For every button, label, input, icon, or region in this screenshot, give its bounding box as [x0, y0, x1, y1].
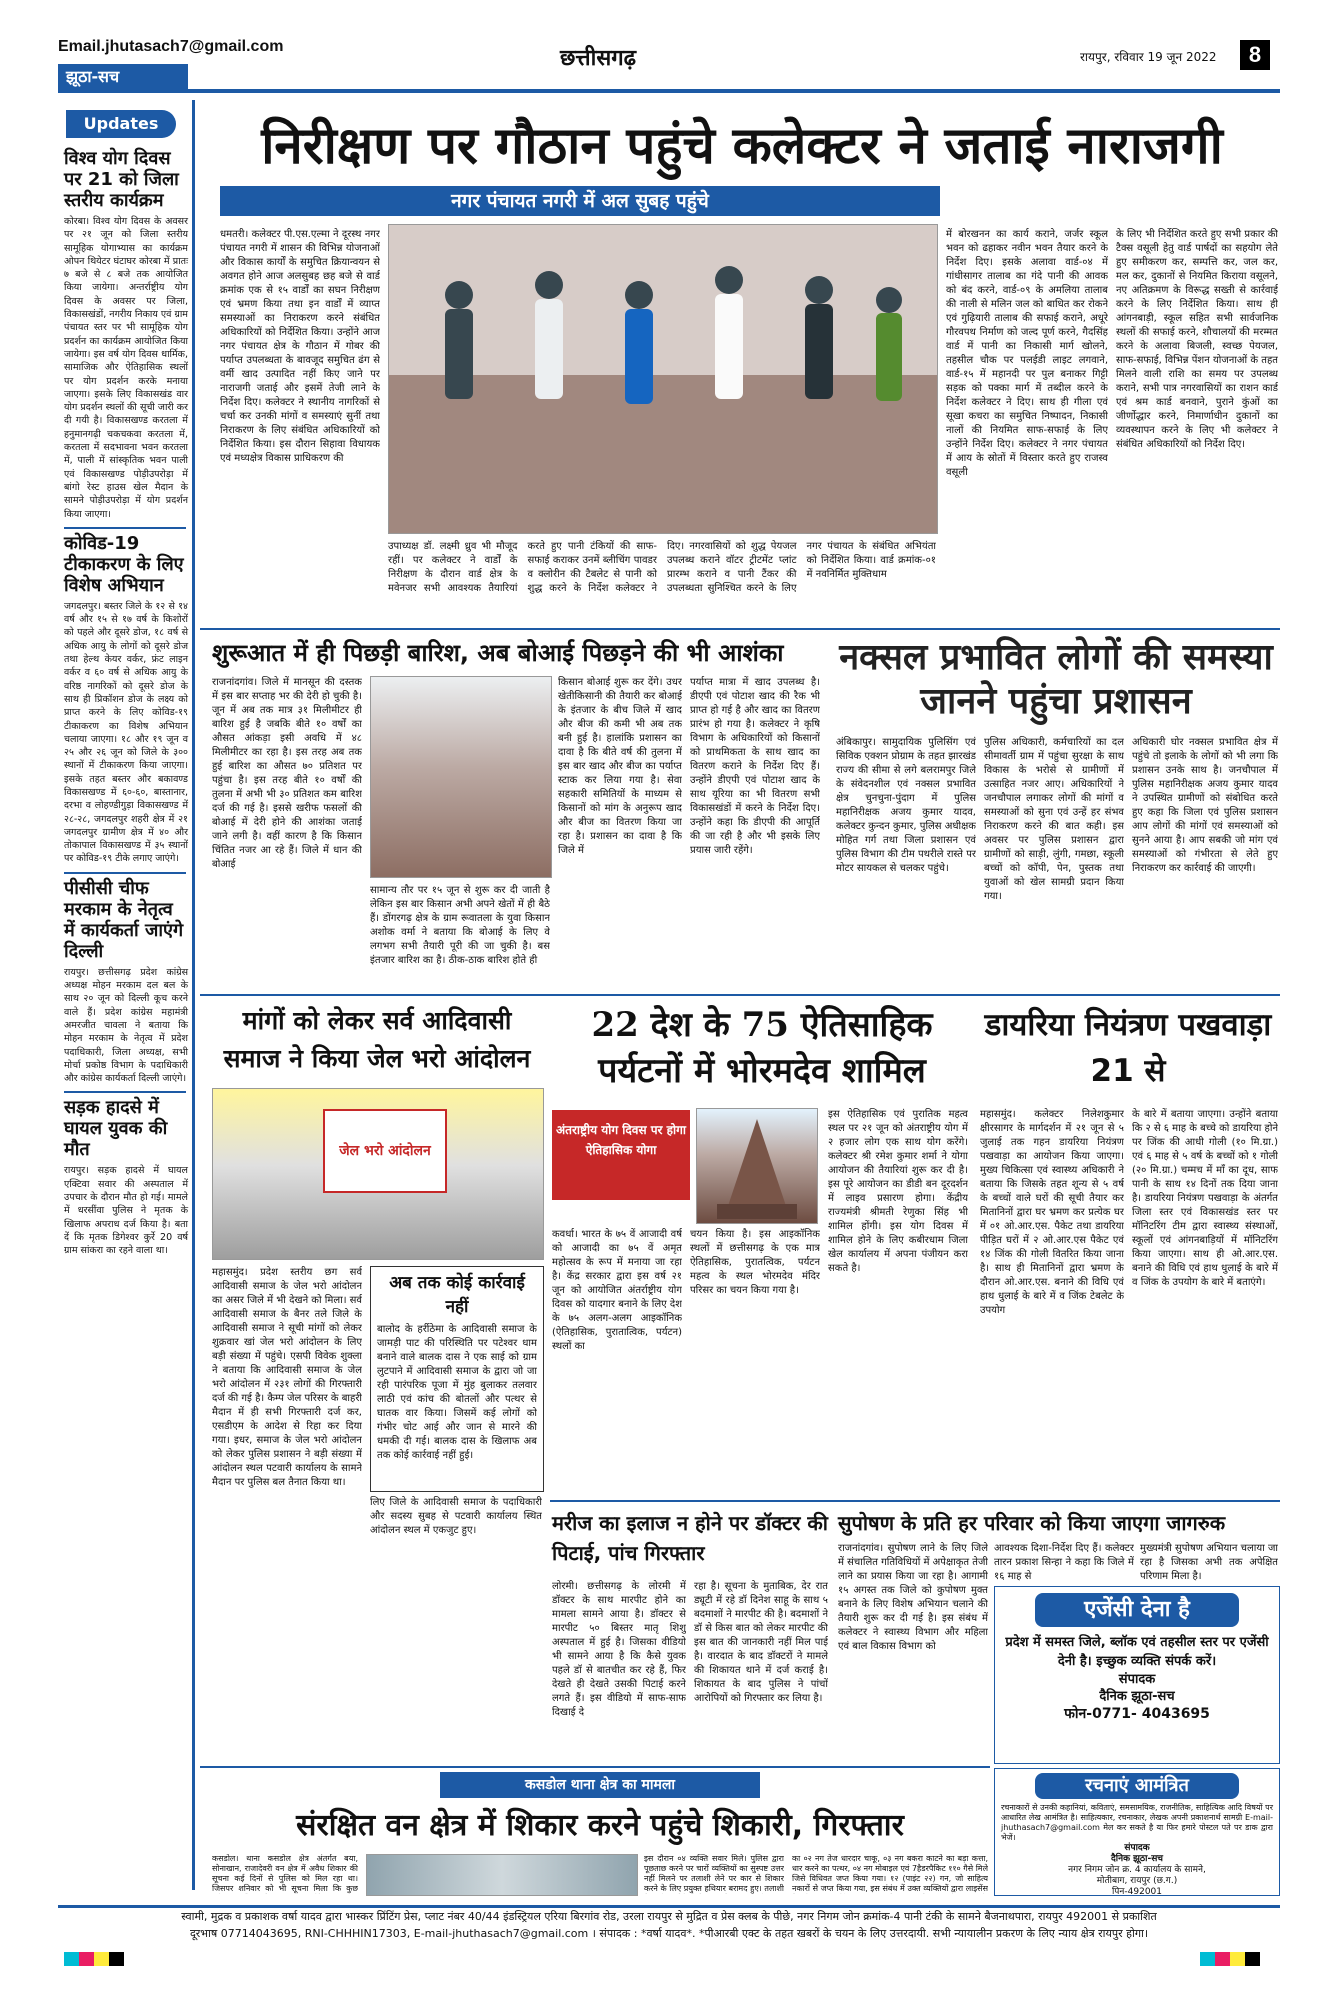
nutrition-col-3: मुख्यमंत्री सुपोषण अभियान चलाया जा रहा है जिसका अभी तक अपेक्षित परिणाम मिला है। [1140, 1543, 1278, 1582]
registration-color-bar [1200, 1952, 1260, 1966]
divider [200, 994, 1280, 996]
masthead-rule [58, 89, 1280, 93]
invite-ad [994, 1768, 1280, 1896]
bhoramdev-col-3: इस ऐतिहासिक एवं पुरातिक महत्व स्थल पर २१ जून को अंतराष्ट्रीय योग में २ हजार लोग एक साथ योग करेंगे। कलेक्टर श्री रमेश कुमार शर्मा ने योगा आयोजन की तैयारियां शुरू कर दी है। इस पूरे आयोजन का डीडी बन दूरदर्शन में लाइव प्रसारण होगा। केंद्रीय राज्यमंत्री श्रीमती रेणुका सिंह भी शामिल होंगी। इस योग दिवस में शामिल होने के लिए कबीरधाम जिला खेल कार्यालय में अपना पंजीयन करा सकते है। [828, 1109, 968, 1274]
people-walking-illustration [389, 225, 937, 533]
left-item [58, 1097, 192, 1257]
invite-ad-body: रचनाकारों से उनकी कहानियां, कविताएं, समसामयिक, राजनीतिक, साहित्यिक आदि विषयों पर आधारित लेख आमंत्रित है। साहित्यकार, रचनाकार, लेखक अपनी प्रकाशनार्थ सामग्री E-mail-jhuthasach7@gmail.com मेल कर सकते है या फिर हमारे पोस्टल पते पर डाक द्वारा भेजें। [1001, 1803, 1273, 1842]
left-column [58, 100, 195, 1890]
poaching-col-1: कसडोल। थाना कसडोल क्षेत्र अंतर्गत बया, सोनाखान, राजादेवरी वन क्षेत्र में अवैध शिकार की सूचना कई दिनों से पुलिस को मिल रहा था। जिसपर शनिवार को भी सूचना मिला कि कुछ [212, 1854, 358, 1893]
updates-label: Updates [66, 110, 176, 138]
left-item-body: जगदलपुर। बस्तर जिले के १२ से १४ वर्ष और १५ से १७ वर्ष के किशोरों को पहले और दूसरे डोज, १८ वर्ष से अधिक आयु के लोगों को दूसरे डोज तथा हेल्थ केयर वर्कर, फ्रंट लाइन वर्कर व ६० वर्ष से अधिक आयु के वरिष्ठ नागरिकों को दूसरे डोज के साथ ही प्रिकॉशन डोज के लक्ष्य को प्राप्त करने के लिए कोविड-१९ टीकाकरण का विशेष अभियान चलाया जाएगा। १८ और १९ जून व २५ और २६ जून को जिले के ३०० स्थानों में टीकाकरण किया जाएगा। इसके तहत बस्तर और बकावण्ड विकासखण्ड में ६०-६०, बास्तानार, दरभा व लोहण्डीगुड़ा विकासखण्ड में २८-२८, जगदलपुर शहरी क्षेत्र में २१ जगदलपुर ग्रामीण क्षेत्र में ४० और तोकापाल विकासखण्ड में ३५ स्थानों पर कोविड-१९ टीके लगाए जाएंगे। [64, 600, 188, 865]
tribal-col-2: लिए जिले के आदिवासी समाज के पदाधिकारी और सदस्य सुबह से पटवारी कार्यालय स्थित आंदोलन स्थल में एकजुट हुए। [370, 1497, 542, 1536]
masthead-email: Email.jhutasach7@gmail.com [58, 38, 284, 55]
divider [200, 628, 1280, 630]
rain-headline: शुरूआत में ही पिछड़ी बारिश, अब बोआई पिछड़ने की भी आशंका [212, 639, 784, 667]
rain-col-4: पर्याप्त मात्रा में खाद उपलब्ध है। डीएपी एवं पोटाश खाद की रैक भी प्राप्त हो गई है और खाद का वितरण प्रारंभ हो गया है। कलेक्टर ने कृषि विभाग के अधिकारियों को किसानों को प्राथमिकता के साथ खाद का वितरण कराने के निर्देश दिए हैं। उन्होंने डीएपी एवं पोटाश खाद के साथ यूरिया का भी वितरण सभी विकासखंडों में करने के निर्देश दिए। उन्होंने कहा कि डीएपी की आपूर्ति की जा रही है और भी इसके लिए प्रयास जारी रहेंगे। [690, 677, 820, 856]
tribal-box-body: बालोद के हर्रीठेमा के आदिवासी समाज के जामड़ी पाट की परिस्थिति पर पटेश्वर धाम बनाने वाले बालक दास ने एक साई को ग्राम लुटपाने में आदिवासी समाज के द्वारा जो जा रही पारंपरिक पूजा में मुंह बुलाकर तलवार लाठी एवं कांच की बोतलों और पत्थर से घातक वार किया। जिसमें कई लोगों को गंभीर चोट आई और जान से मारने की धमकी दी गई। बालक दास के खिलाफ अब तक कोई कार्रवाई नहीं हुई। [377, 1324, 537, 1461]
invite-ad-address-1: नगर निगम जोन क्र. 4 कार्यालय के सामने, [1068, 1865, 1206, 1875]
rain-col-1: राजनांदगांव। जिले में मानसून की दस्तक में इस बार सप्ताह भर की देरी हो चुकी है। जून में अब तक मात्र ३१ मिलीमीटर ही बारिश हुई है जबकि बीते १० वर्षों का औसत आंकड़ा इसी अवधि में ४८ मिलीमीटर का रहा है। इस तरह अब तक हुई बारिश का औसत ७० प्रतिशत पर पहुंचा है। इस तरह बीते १० वर्षों की तुलना में अभी भी ३० प्रतिशत कम बारिश दर्ज की गई है। इससे खरीफ फसलों की बोआई में देरी होने की आशंका जताई जाने लगी है। वहीं कारण है कि किसान चिंतित नजर आ रहे हैं। जिले में धान की बोआई [212, 677, 362, 870]
tribal-headline: मांगों को लेकर सर्व आदिवासी समाज ने किया जेल भरो आंदोलन [223, 1006, 531, 1073]
yoga-tag: अंतराष्ट्रीय योग दिवस पर होगा ऐतिहासिक योगा [552, 1110, 690, 1200]
paper-name-badge: झूठा-सच [58, 64, 188, 90]
divider [64, 872, 186, 874]
lead-under-photo: उपाध्यक्ष डॉ. लक्ष्मी ध्रुव भी मौजूद रहीं। पर कलेक्टर ने वार्डों के निरीक्षण के दौरान वार्ड क्षेत्र के मवेनजर सभी आवश्यक तैयारियां करते हुए पानी टंकियों की साफ-सफाई कराकर उनमें ब्लीचिंग पावडर व क्लोरीन की टैबलेट से पानी को शुद्ध करने के निर्देश कलेक्टर ने दिए। नगरवासियों को शुद्ध पेयजल उपलब्ध कराने वॉटर ट्रीटमेंट प्लांट प्रारम्भ कराने व पानी टैंकर की उपलब्धता सुनिश्चित करने के लिए नगर पंचायत के संबंधित अभियंता को निर्देशित किया। वार्ड क्रमांक-०१ में नवनिर्मित मुक्तिधाम [388, 541, 936, 594]
registration-color-bar [64, 1952, 124, 1966]
agency-ad-title: एजेंसी देना है [1035, 1593, 1239, 1627]
diarrhea-col-2: के बारे में बताया जाएगा। उन्होंने बताया कि २ से ६ माह के बच्चे को डायरिया होने पर जिंक की आधी गोली (१० मि.ग्रा.) एवं ६ माह से ५ वर्ष के बच्चों को १ गोली (२० मि.ग्रा.) चम्मच में माँ का दूध, साफ पानी के साथ १४ दिनों तक दिया जाना है। डायरिया नियंत्रण पखवाड़ा के अंतर्गत जिला स्तर एवं विकासखंड स्तर पर मॉनिटरिंग टीम द्वारा स्वास्थ्य संस्थाओं, स्कूलों एवं आंगनबाड़ियों में मॉनिटरिंग किया जाएगा। साथ ही ओ.आर.एस. बनाने की विधि एवं हाथ धुलाई के बारे में व जिंक के उपयोग के बारे में बताएंगे। [1132, 1109, 1278, 1288]
agency-ad-editor: संपादक [1118, 1672, 1156, 1687]
tribal-box [370, 1266, 544, 1492]
agency-ad-body: प्रदेश में समस्त जिले, ब्लॉक एवं तहसील स्तर पर एजेंसी देनी है। इच्छुक व्यक्ति संपर्क करें। [1005, 1635, 1269, 1669]
divider [550, 1500, 1280, 1502]
invite-ad-title: रचनाएं आमंत्रित [1035, 1773, 1239, 1799]
rain-col-3: किसान बोआई शुरू कर देंगे। उधर खेतीकिसानी की तैयारी कर बोआई के इंतजार के बीच जिले में खाद और बीज की कमी भी अब तक बनी हुई है। हालांकि प्रशासन का दावा है कि बीते वर्ष की तुलना में इस बार खाद और बीज का पर्याप्त स्टाक कर लिया गया है। सेवा सहकारी समितियों के माध्यम से किसानों को मांग के अनुरूप खाद और बीज का वितरण किया जा रहा है। प्रशासन का दावा है कि जिले में [558, 677, 682, 856]
diarrhea-headline: डायरिया नियंत्रण पखवाड़ा 21 से [984, 1007, 1272, 1089]
divider [64, 527, 186, 529]
divider [64, 1091, 186, 1093]
agency-ad-phone: फोन-0771- 4043695 [1064, 1706, 1210, 1722]
doctor-col-2: रहा है। सूचना के मुताबिक, देर रात ड्यूटी में रहे डॉ दिनेश साहू के साथ ५ बदमाशों ने मारपीट की है। बदमाशों ने डॉ से किस बात को लेकर मारपीट की इस बात की जानकारी नहीं मिल पाई है। वारदात के बाद डॉक्टरों ने मामले की शिकायत थाने में दर्ज कराई है। शिकायत के बाद पुलिस ने पांचों आरोपियों को गिरफ्तार कर लिया है। [694, 1581, 828, 1704]
naxal-col-1: अंबिकापुर। सामुदायिक पुलिसिंग एवं सिविक एक्शन प्रोग्राम के तहत झारखंड राज्य की सीमा से लगे बलरामपुर जिले के संवेदनशील एवं नक्सल प्रभावित क्षेत्र चुनचुना-पुंदाग में पुलिस महानिरीक्षक अजय कुमार यादव, कलेक्टर कुन्दन कुमार, पुलिस अधीक्षक मोहित गर्ग तथा जिला प्रशासन एवं पुलिस विभाग की टीम पथरीले रास्ते पर मोटर सायकल से चलकर पहुंचे। [836, 737, 976, 874]
nutrition-headline: सुपोषण के प्रति हर परिवार को किया जाएगा जागरुक [838, 1511, 1226, 1535]
divider [200, 1766, 990, 1768]
rain-col-2: सामान्य तौर पर १५ जून से शुरू कर दी जाती है लेकिन इस बार किसान अभी अपने खेतों में ही बैठे हैं। डोंगरगढ़ क्षेत्र के ग्राम रूवातला के युवा किसान अशोक वर्मा ने बताया कि बोआई के लिए वे लगभग सभी तैयारी पूरी की जा चुकी है। बस इंतजार बारिश का है। ठीक-ठाक बारिश होते ही [370, 885, 550, 966]
tribal-col-1: महासमुंद। प्रदेश स्तरीय छग सर्व आदिवासी समाज के जेल भरो आंदोलन का असर जिले में भी देखने को मिला। सर्व आदिवासी समाज के बैनर तले जिले के आदिवासी समाज ने सूची मांगों को लेकर शुक्रवार खां जेल भरो आंदोलन के लिए बड़ी संख्या में पहुंचे। एसपी विवेक शुक्ला ने बताया कि आदिवासी समाज के जेल भरो आंदोलन में २३१ लोगों की गिरफ्तारी दर्ज की गई है। कैम्प जेल परिसर के बाहरी मैदान में ही सभी गिरफ्तारी दर्ज कर, एसडीएम के आदेश से रिहा कर दिया गया। इधर, समाज के जेल भरो आंदोलन को लेकर पुलिस प्रशासन ने बड़ी संख्या में आंदोलन स्थल पटवारी कार्यालय के सामने मैदान पर पुलिस बल तैनात किया था। [212, 1267, 362, 1488]
diarrhea-col-1: महासमुंद। कलेक्टर निलेशकुमार क्षीरसागर के मार्गदर्शन में २१ जून से ५ जुलाई तक गहन डायरिया नियंत्रण पखवाड़ा का आयोजन किया जाएगा। मुख्य चिकित्सा एवं स्वास्थ्य अधिकारी ने बताया कि जिसके तहत शून्य से ५ वर्ष के बच्चों वाले घरों की सूची तैयार कर मितानिनों द्वारा घर भ्रमण कर प्रत्येक घर में ०१ ओ.आर.एस. पैकेट तथा डायरिया पीड़ित घरों में २ ओ.आर.एस पैकेट एवं १४ जिंक की गोली वितरित किया जाना है। साथ ही मितानिनों द्वारा भ्रमण के दौरान ओ.आर.एस. बनाने की विधि एवं हाथ धुलाई के बारे में व जिंक टेबलेट के उपयोग [980, 1109, 1124, 1316]
lead-photo [388, 224, 938, 534]
protest-banner: जेल भरो आंदोलन [323, 1109, 447, 1193]
invite-ad-address-2: मोतीबाग, रायपुर (छ.ग.) [1096, 1876, 1178, 1886]
invite-ad-pin: पिन-492001 [1111, 1887, 1163, 1896]
nutrition-col-1: राजनांदगांव। सुपोषण लाने के लिए जिले में संचालित गतिविधियों में अपेक्षाकृत तेजी लाने का प्रयास किया जा रहा है। आगामी १५ अगस्त तक जिले को कुपोषण मुक्त बनाने के लिए विशेष अभियान चलाने की तैयारी शुरू कर दी गई है। इस संबंध में कलेक्टर ने स्वास्थ्य विभाग और महिला एवं बाल विकास विभाग को [838, 1543, 988, 1652]
lead-col-1: धमतरी। कलेक्टर पी.एस.एल्मा ने दूरस्थ नगर पंचायत नगरी में शासन की विभिन्न योजनाओं और विकास कार्यों के समुचित क्रियान्वयन से अवगत होने आज अलसुबह छह बजे से वार्ड क्रमांक एक से १५ वार्डों का सघन निरीक्षण एवं भ्रमण किया तथा इन वार्डों में व्याप्त समस्याओं का निराकरण करने संबंधित अधिकारियों को निर्देशित किया। उन्होंने आज नगर पंचायत क्षेत्र के गौठान में गोबर की पर्याप्त उपलब्धता के बावजूद समुचित ढंग से वर्मी खाद उत्पादित नहीं किए जाने पर नाराजगी जताई और इसमें तेजी लाने के निर्देश दिए। कलेक्टर ने स्थानीय नागरिकों से चर्चा कर उनकी मांगों व समस्याएं सुनीं तथा निराकरण के लिए संबंधित अधिकारियों को निर्देशित किया। इस दौरान सिहावा विधायक एवं मध्यक्षेत्र विकास प्राधिकरण की [220, 229, 380, 464]
poaching-col-3: का ०२ नग तेज धारदार चाकू, ०३ नग बकरा काटने का बड़ा कत्ता, धार करने का पत्थर, ०४ नग मोबाइल एवं 7हैडरपैकिट ११० गैसे मिले जिसे विधिवत जप्त किया गया। १२ (पाइंट २२) गन, जो साहित्य नकारों से जप्त किया गया, इस संबंध में उक्त व्यक्तियों द्वारा लाइसेंस [792, 1854, 988, 1893]
left-item [58, 878, 192, 1086]
tribal-photo [212, 1088, 544, 1260]
poaching-photo [366, 1854, 638, 1896]
left-item-headline: पीसीसी चीफ मरकाम के नेतृत्व में कार्यकर्ता जाएंगे दिल्ली [64, 877, 184, 962]
left-item-headline: सड़क हादसे में घायल युवक की मौत [64, 1097, 168, 1161]
doctor-headline: मरीज का इलाज न होने पर डॉक्टर की पिटाई, पांच गिरफ्तार [552, 1511, 828, 1565]
poaching-kicker: कसडोल थाना क्षेत्र का मामला [440, 1772, 760, 1798]
page-number: 8 [1240, 40, 1270, 70]
bhoramdev-headline: 22 देश के 75 ऐतिसाहिक पर्यटनों में भोरमदेव शामिल [591, 1005, 933, 1091]
tribal-box-headline: अब तक कोई कार्रवाई नहीं [389, 1273, 525, 1317]
bhoramdev-col-1: कवर्धा। भारत के ७५ वें आजादी वर्ष को आजादी का ७५ वें अमृत महोत्सव के रूप में मनाया जा रहा है। केंद्र सरकार द्वारा इस वर्ष २१ जून को आयोजित अंतर्राष्ट्रीय योग दिवस को यादगार बनाने के लिए देश के ७५ अलग-अलग आइकॉनिक (ऐतिहासिक, पुरातात्विक, पर्यटन) स्थलों का [552, 1229, 682, 1352]
doctor-col-1: लोरमी। छत्तीसगढ़ के लोरमी में डॉक्टर के साथ मारपीट होने का मामला सामने आया है। डॉक्टर से मारपीट ५० बिस्तर मातृ शिशु अस्पताल में हुई है। जिसका वीडियो भी सामने आया है कि कैसे युवक पहले डॉ से बातचीत कर रहे हैं, फिर देखते ही देखते उसकी पिटाई करने लगते हैं। इस वीडियो में साफ-साफ दिखाई दे [552, 1581, 686, 1718]
left-item-headline: कोविड-19 टीकाकरण के लिए विशेष अभियान [64, 532, 184, 596]
left-item [58, 533, 192, 866]
invite-ad-editor: संपादक [1124, 1843, 1150, 1853]
agency-ad-paper: दैनिक झूठा-सच [1099, 1689, 1175, 1704]
lead-headline: निरीक्षण पर गौठान पहुंचे कलेक्टर ने जताई नाराजगी [261, 117, 1223, 176]
left-item-body: रायपुर। सड़क हादसे में घायल एक्टिवा सवार की अस्पताल में उपचार के दौरान मौत हो गई। मामले में धरसींवा पुलिस ने मृतक के खिलाफ अपराध दर्ज किया है। बता दें कि मृतक डिगेश्वर कुर्रे 20 वर्ष ग्राम सांकरा का रहने वाला था। [64, 1165, 188, 1257]
naxal-headline: नक्सल प्रभावित लोगों की समस्या जानने पहुंचा प्रशासन [839, 637, 1273, 722]
lead-col-3: में बोरखनन का कार्य कराने, जर्जर स्कूल भवन को ढहाकर नवीन भवन तैयार करने के निर्देश दिए। इसके अलावा वार्ड-०४ में गांधीसागर तालाब का गंदे पानी की आवक को बंद करने, वार्ड-०९ के अमलिया तालाब की नाली से मलिन जल को बाधित कर रोकने एवं गुढ़ियारी तालाब की सफाई कराने, अधूरे गौरवपथ निर्माण को जल्द पूर्ण करने, गैदसिंह वार्ड में पानी का निकासी मार्ग खोलने, तहसील चौक पर पलईडी लाइट लगवाने, वार्ड-१५ में महानदी पर पुल बनाकर गिट्टी सड़क को पक्का मार्ग में तब्दील करने के निर्देश कलेक्टर ने दिए। साथ ही गीला एवं सूखा कचरा का समुचित निष्पादन, निकासी नालों की नियमित साफ-सफाई के लिए उन्होंने निर्देश दिए। कलेक्टर ने नगर पंचायत में आय के स्रोतों में विस्तार करते हुए राजस्व वसूली [946, 229, 1108, 478]
temple-icon [697, 1109, 817, 1223]
temple-photo [696, 1108, 818, 1224]
invite-ad-paper: दैनिक झूठा-सच [1110, 1854, 1164, 1864]
lead-col-4: के लिए भी निर्देशित करते हुए सभी प्रकार की टैक्स वसूली हेतु वार्ड पार्षदों का सहयोग लेते हुए समीकरण कर, सम्पत्ति कर, जल कर, मल कर, दुकानों से नियमित किराया वसूलने, नए अतिक्रमण के विरूद्ध सख्ती से कार्रवाई करने के लिए निर्देशित किया। साथ ही आंगनबाड़ी, स्कूल सहित सभी सार्वजनिक स्थलों की सफाई करने, शौचालयों की मरम्मत करने के अलावा बिजली, स्वच्छ पेयजल, साफ-सफाई, विभिन्न पेंशन योजनाओं के तहत मिलने वाली राशि का समय पर उपलब्ध कराने, सभी पात्र नगरवासियों का राशन कार्ड एवं श्रम कार्ड बनवाने, पुराने कुंओं का जीर्णोद्धार करने, निमार्णाधीन दुकानों का व्यवस्थापन करने के लिए भी कलेक्टर ने संबंधित अधिकारियों को निर्देश दिए। [1116, 229, 1278, 450]
bhoramdev-col-2: चयन किया है। इस आइकॉनिक स्थलों में छत्तीसगढ़ के एक मात्र ऐतिहासिक, पुरातत्विक, पर्यटन महत्व के स्थल भोरमदेव मंदिर परिसर का चयन किया गया है। [690, 1229, 820, 1296]
rain-photo [370, 676, 552, 878]
dateline: रायपुर, रविवार 19 जून 2022 [1080, 50, 1217, 64]
imprint-footer [58, 1905, 1280, 1942]
poaching-headline: संरक्षित वन क्षेत्र में शिकार करने पहुंचे शिकारी, गिरफ्तार [296, 1808, 904, 1843]
naxal-col-3: अधिकारी घोर नक्सल प्रभावित क्षेत्र में पहुंचे तो इलाके के लोगों को भी लगा कि प्रशासन उनके साथ है। जनचौपाल में पुलिस महानिरीक्षक अजय कुमार यादव ने उपस्थित ग्रामीणों को संबोधित करते हुए कहा कि जिला एवं पुलिस प्रशासन आप लोगों की मांगों एवं समस्याओं को सुनने आया है। आप सबकी जो मांग एवं समस्याओं को गंभीरता से लेते हुए निराकरण कर कार्रवाई की जाएगी। [1132, 737, 1278, 874]
left-item-body: रायपुर। छत्तीसगढ़ प्रदेश कांग्रेस अध्यक्ष मोहन मरकाम दल बल के साथ २० जून को दिल्ली कूच करने वाले हैं। प्रदेश कांग्रेस महामंत्री अमरजीत चावला ने बताया कि मोहन मरकाम के नेतृत्व में प्रदेश पदाधिकारी, जिला अध्यक्ष, सभी मोर्चा प्रकोष्ठ विभाग के पदाधिकारी और कांग्रेस कार्यकर्ता दिल्ली जाएंगे। [64, 966, 188, 1085]
lead-subhead: नगर पंचायत नगरी में अल सुबह पहुंचे [220, 186, 940, 216]
naxal-col-2: पुलिस अधिकारी, कर्मचारियों का दल सीमावर्ती ग्राम में पहुंचा सुरक्षा के साथ विकास के भरोसे से ग्रामीणों में उत्साहित नजर आए। अधिकारियों ने जनचौपाल लगाकर लोगों की मांगों व समस्याओं को सुना एवं उन्हें हर संभव निराकरण करने की बात कही। इस अवसर पर पुलिस प्रशासन द्वारा ग्रामीणों को साड़ी, लुंगी, गमछा, स्कूली बच्चों को कॉपी, पेन, पुस्तक तथा युवाओं को खेल सामग्री प्रदान किया गया। [984, 737, 1124, 902]
left-item [58, 148, 192, 521]
section-title: छत्तीसगढ़ [560, 46, 636, 71]
imprint-line-1: स्वामी, मुद्रक व प्रकाशक वर्षा यादव द्वारा भास्कर प्रिंटिंग प्रेस, प्लाट नंबर 40/44 इंडस्ट्रियल एरिया बिरगांव रोड, उरला रायपुर से मुद्रित व प्रेस क्लब के पीछे, नगर निगम जोन क्रमांक-4 पानी टंकी के सामने बैजनाथपारा, रायपुर 492001 से प्रकाशित [181, 1910, 1157, 1923]
nutrition-col-2: आवश्यक दिशा-निर्देश दिए हैं। कलेक्टर तारन प्रकाश सिन्हा ने कहा कि जिले में १६ माह से [994, 1543, 1134, 1582]
left-item-body: कोरबा। विश्व योग दिवस के अवसर पर २१ जून को जिला स्तरीय सामूहिक योगाभ्यास का कार्यक्रम ओपन थियेटर घंटाघर कोरबा में प्रातः ७ बजे से ८ बजे तक आयोजित किया जायेगा। अन्तर्राष्ट्रीय योग दिवस के अवसर पर जिला, विकासखंडों, नगरीय निकाय एवं ग्राम पंचायत स्तर पर भी सामूहिक योग प्रदर्शन का कार्यक्रम आयोजित किया जायेगा। इस वर्ष योग दिवस धार्मिक, सामाजिक और ऐतिहासिक स्थलों पर योग प्रदर्शन करके मनाया जाएगा। इसके लिए विकासखंड वार योग प्रदर्शन स्थलों की सूची जारी कर दी गयी है। विकासखण्ड करतला में हनुमानगढ़ी चकचकवा करतला में, करतला में सदभावना भवन करतला में, पाली में सांस्कृतिक भवन पाली एवं विकासखण्ड पोड़ीउपरोड़ा में बांगो रेस्ट हाउस खेल मैदान के सामने पोड़ीउपरोड़ा में योग प्रदर्शन किया जाएगा। [64, 216, 188, 520]
left-item-headline: विश्व योग दिवस पर 21 को जिला स्तरीय कार्यक्रम [64, 148, 179, 211]
poaching-col-2: इस दौरान ०४ व्यक्ति सवार मिले। पुलिस द्वारा पूछताछ करने पर चारों व्यक्तियों का सुस्पष्ट उत्तर नहीं मिलने पर तलाशी लेने पर कार से शिकार करने के लिए प्रयुक्त हथियार बरामद हुए। तलाशी [644, 1854, 784, 1893]
agency-ad [994, 1586, 1280, 1764]
imprint-line-2: दूरभाष 07714043695, RNI-CHHHIN17303, E-mail-jhuthasach7@gmail.com । संपादक : *वर्षा यादव*. *पीआरबी एक्ट के तहत खबरों के चयन के लिए उत्तरदायी. सभी न्यायालीन प्रकरण के लिए न्याय क्षेत्र रायपुर होगा। [189, 1927, 1149, 1940]
